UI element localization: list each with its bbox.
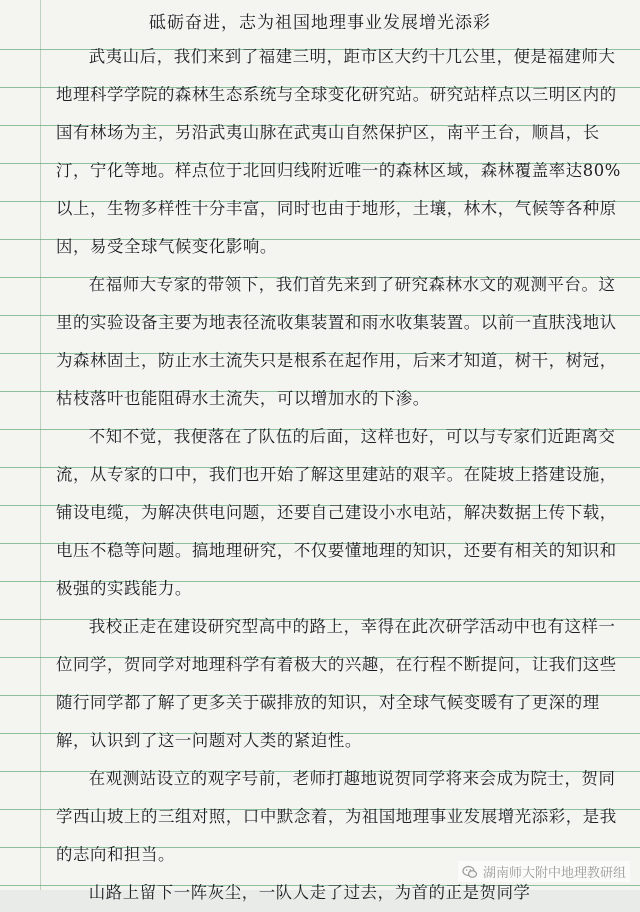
paragraph-4: 我校正走在建设研究型高中的路上，幸得在此次研学活动中也有这样一位同学，贺同学对地理科学有着极大的兴趣，在行程不断提问，让我们这些随行同学都了解了更多关于碳排放的知识，对全球气候变暖有了更深的理解，认识到了这一问题对人类的紧迫性。 bbox=[56, 617, 617, 750]
margin-line bbox=[40, 0, 41, 890]
essay-body bbox=[56, 38, 632, 912]
paragraph-3: 不知不觉，我便落在了队伍的后面，这样也好，可以与专家们近距离交流，从专家的口中，我们也开始了解这里建站的艰辛。在陡坡上搭建设施，铺设电缆，为解决供电问题，还要自己建设小水电站，解决数据上传下载，电压不稳等问题。搞地理研究，不仅要懂地理的知识，还要有相关的知识和极强的实践能力。 bbox=[56, 427, 617, 598]
paragraph-1: 武夷山后，我们来到了福建三明，距市区大约十几公里，便是福建师大地理科学学院的森林生态系统与全球变化研究站。研究站样点以三明区内的国有林场为主，另沿武夷山脉在武夷山自然保护区，南平王台，顺昌，长汀，宁化等地。样点位于北回归线附近唯一的森林区域，森林覆盖率达80%以上，生物多样性十分丰富，同时也由于地形，土壤，林木，气候等各种原因，易受全球气候变化影响。 bbox=[56, 47, 621, 256]
essay-title: 砥砺奋进，志为祖国地理事业发展增光添彩 bbox=[149, 13, 491, 33]
wechat-icon bbox=[462, 864, 478, 880]
paragraph-5: 在观测站设立的观字号前，老师打趣地说贺同学将来会成为院士，贺同学西山坡上的三组对照，口中默念着，为祖国地理事业发展增光添彩，是我的志向和担当。 bbox=[56, 769, 617, 864]
watermark bbox=[458, 861, 630, 882]
paragraph-2: 在福师大专家的带领下，我们首先来到了研究森林水文的观测平台。这里的实验设备主要为地表径流收集装置和雨水收集装置。以前一直肤浅地认为森林固土，防止水土流失只是根系在起作用，后来才知道，树干，树冠，枯枝落叶也能阻碍水土流失，可以增加水的下渗。 bbox=[56, 275, 617, 408]
paragraph-6: 山路上留下一阵灰尘，一队人走了过去，为首的正是贺同学 bbox=[88, 883, 531, 902]
watermark-text: 湖南师大附中地理教研组 bbox=[482, 866, 626, 881]
